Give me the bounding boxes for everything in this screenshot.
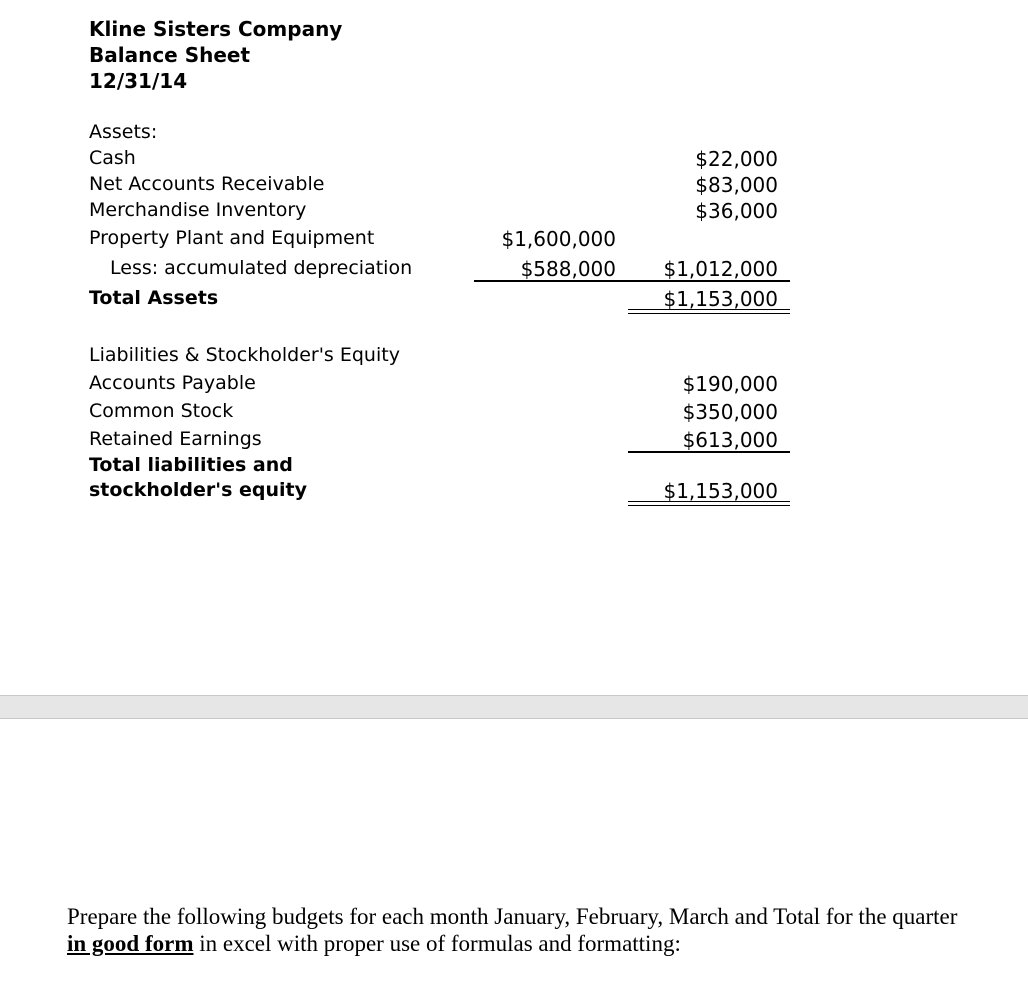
total-liabilities-double-rule [628, 501, 790, 506]
ppe-value: $1,600,000 [501, 227, 616, 251]
total-liabilities-label-line2: stockholder's equity [89, 479, 308, 501]
total-assets-label: Total Assets [89, 287, 219, 309]
retained-earnings-label: Retained Earnings [89, 428, 262, 450]
assets-heading: Assets: [89, 121, 158, 143]
common-stock-label: Common Stock [89, 400, 234, 422]
section-divider-band [0, 695, 1028, 719]
liabilities-heading: Liabilities & Stockholder's Equity [89, 344, 400, 366]
depreciation-label: Less: accumulated depreciation [110, 257, 413, 279]
statement-date: 12/31/14 [89, 69, 188, 93]
accounts-payable-label: Accounts Payable [89, 372, 256, 394]
cash-value: $22,000 [695, 147, 778, 171]
inventory-value: $36,000 [695, 199, 778, 223]
accounts-payable-value: $190,000 [682, 372, 778, 396]
depreciation-value: $588,000 [520, 257, 616, 281]
statement-title: Balance Sheet [89, 43, 251, 67]
retained-earnings-value: $613,000 [682, 428, 778, 452]
total-assets-double-rule [628, 309, 790, 314]
equity-subtotal-rule [628, 451, 790, 453]
company-name: Kline Sisters Company [89, 17, 343, 41]
inventory-label: Merchandise Inventory [89, 199, 307, 221]
instructions-paragraph [67, 903, 967, 957]
subtotal-rule [474, 280, 790, 282]
instructions-emphasis: in good form [67, 931, 194, 956]
cash-label: Cash [89, 147, 136, 169]
net-ppe-value: $1,012,000 [663, 257, 778, 281]
accounts-receivable-value: $83,000 [695, 173, 778, 197]
ppe-label: Property Plant and Equipment [89, 227, 375, 249]
total-assets-value: $1,153,000 [663, 287, 778, 311]
instructions-text-end: in excel with proper use of formulas and formatting: [193, 931, 681, 956]
common-stock-value: $350,000 [682, 400, 778, 424]
total-liabilities-value: $1,153,000 [663, 479, 778, 503]
total-liabilities-label-line1: Total liabilities and [89, 454, 293, 476]
instructions-text-start: Prepare the following budgets for each month January, February, March and Total for the quarter [67, 904, 958, 929]
accounts-receivable-label: Net Accounts Receivable [89, 173, 325, 195]
